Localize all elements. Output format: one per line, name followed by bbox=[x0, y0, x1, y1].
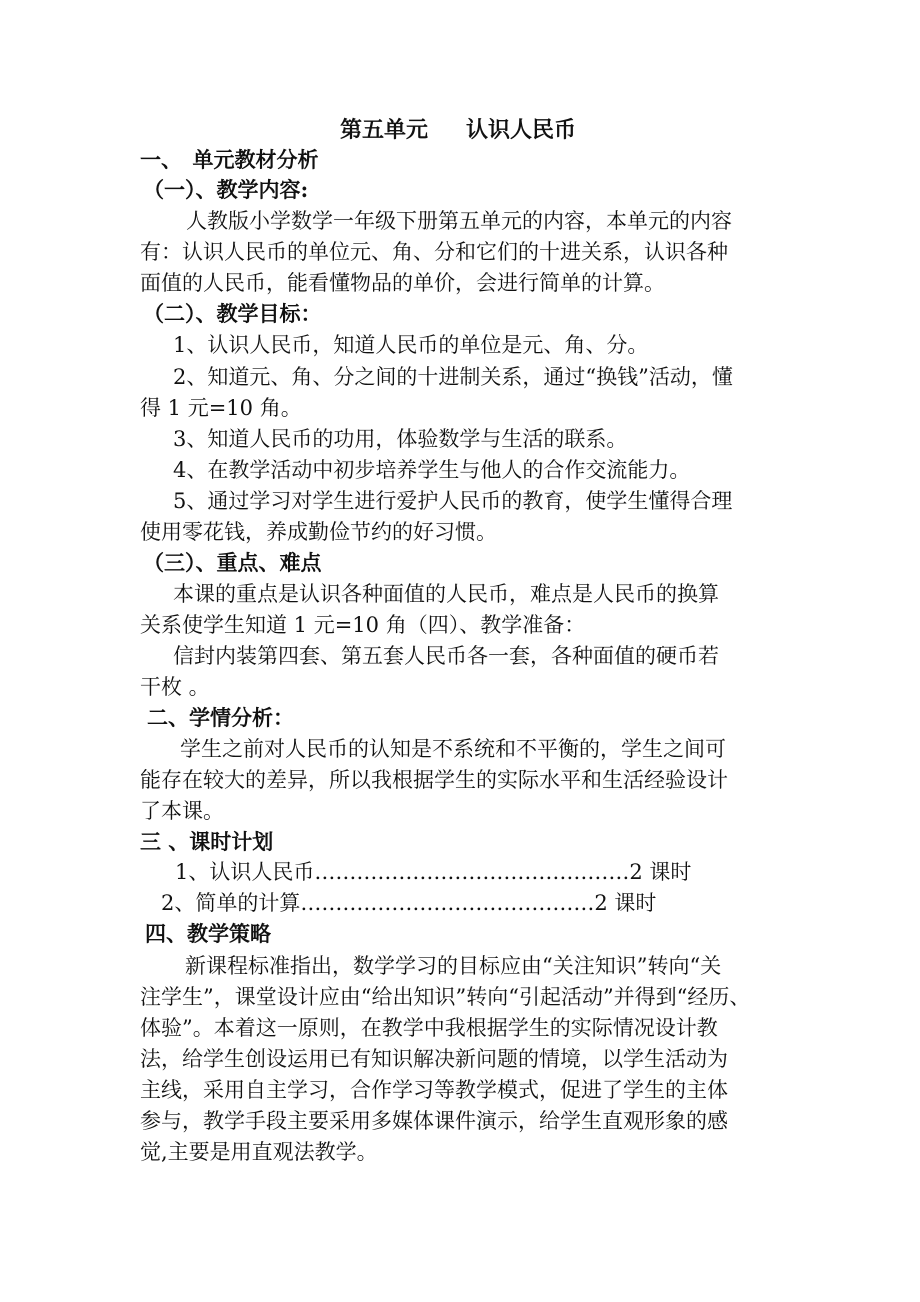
goal-item: 2、知道元、角、分之间的十进制关系，通过“换钱”活动，懂 bbox=[173, 365, 733, 389]
analysis-paragraph-line: 学生之前对人民币的认知是不系统和不平衡的，学生之间可 bbox=[180, 737, 726, 761]
focus-paragraph-line: 信封内装第四套、第五套人民币各一套，各种面值的硬币若 bbox=[173, 644, 719, 668]
focus-paragraph-line: 本课的重点是认识各种面值的人民币，难点是人民币的换算 bbox=[173, 582, 719, 606]
plan-item: 1、认识人民币………………………………………2 课时 bbox=[175, 860, 692, 884]
subsection-heading-goals: （二）、教学目标： bbox=[143, 301, 322, 326]
section-heading-learner-analysis: 二、学情分析： bbox=[147, 705, 294, 730]
analysis-paragraph-line: 了本课。 bbox=[140, 799, 224, 823]
content-paragraph-line: 人教版小学数学一年级下册第五单元的内容，本单元的内容 bbox=[186, 209, 732, 233]
section-heading-lesson-plan: 三 、课时计划 bbox=[140, 829, 274, 854]
content-paragraph-line: 有：认识人民币的单位元、角、分和它们的十进关系，认识各种 bbox=[140, 240, 728, 264]
goal-item-continued: 得 1 元=10 角。 bbox=[140, 396, 302, 420]
section-heading-strategy: 四、教学策略 bbox=[145, 921, 271, 946]
plan-item: 2、简单的计算……………………………………2 课时 bbox=[161, 891, 657, 915]
focus-paragraph-line: 关系使学生知道 1 元=10 角（四）、教学准备： bbox=[140, 613, 586, 637]
goal-item: 5、通过学习对学生进行爱护人民币的教育，使学生懂得合理 bbox=[173, 489, 733, 513]
goal-item: 3、知道人民币的功用，体验数学与生活的联系。 bbox=[173, 427, 628, 451]
document-title-unit: 第五单元 bbox=[340, 117, 429, 143]
goal-item: 1、认识人民币，知道人民币的单位是元、角、分。 bbox=[173, 333, 649, 357]
content-paragraph-line: 面值的人民币，能看懂物品的单价，会进行简单的计算。 bbox=[140, 271, 665, 295]
strategy-paragraph-line: 体验”。本着这一原则，在教学中我根据学生的实际情况设计教 bbox=[140, 1016, 718, 1040]
strategy-paragraph-line: 注学生”，课堂设计应由“给出知识”转向“引起活动”并得到“经历、 bbox=[140, 985, 751, 1009]
section-heading-textbook-analysis: 一、 单元教材分析 bbox=[140, 147, 319, 172]
focus-paragraph-line: 干枚 。 bbox=[140, 675, 210, 699]
strategy-paragraph-line: 主线，采用自主学习，合作学习等教学模式，促进了学生的主体 bbox=[140, 1078, 728, 1102]
strategy-paragraph-line: 法，给学生创设运用已有知识解决新问题的情境，以学生活动为 bbox=[140, 1047, 728, 1071]
strategy-paragraph-line: 觉,主要是用直观法教学。 bbox=[140, 1140, 378, 1164]
analysis-paragraph-line: 能存在较大的差异，所以我根据学生的实际水平和生活经验设计 bbox=[140, 768, 728, 792]
strategy-paragraph-line: 参与，教学手段主要采用多媒体课件演示，给学生直观形象的感 bbox=[140, 1109, 728, 1133]
subsection-heading-focus: （三）、重点、难点 bbox=[143, 550, 322, 575]
goal-item-continued: 使用零花钱，养成勤俭节约的好习惯。 bbox=[140, 520, 497, 544]
subsection-heading-content: （一）、教学内容: bbox=[143, 177, 309, 202]
strategy-paragraph-line: 新课程标准指出，数学学习的目标应由“关注知识”转向“关 bbox=[185, 954, 722, 978]
document-title-topic: 认识人民币 bbox=[466, 117, 577, 143]
goal-item: 4、在教学活动中初步培养学生与他人的合作交流能力。 bbox=[173, 458, 691, 482]
